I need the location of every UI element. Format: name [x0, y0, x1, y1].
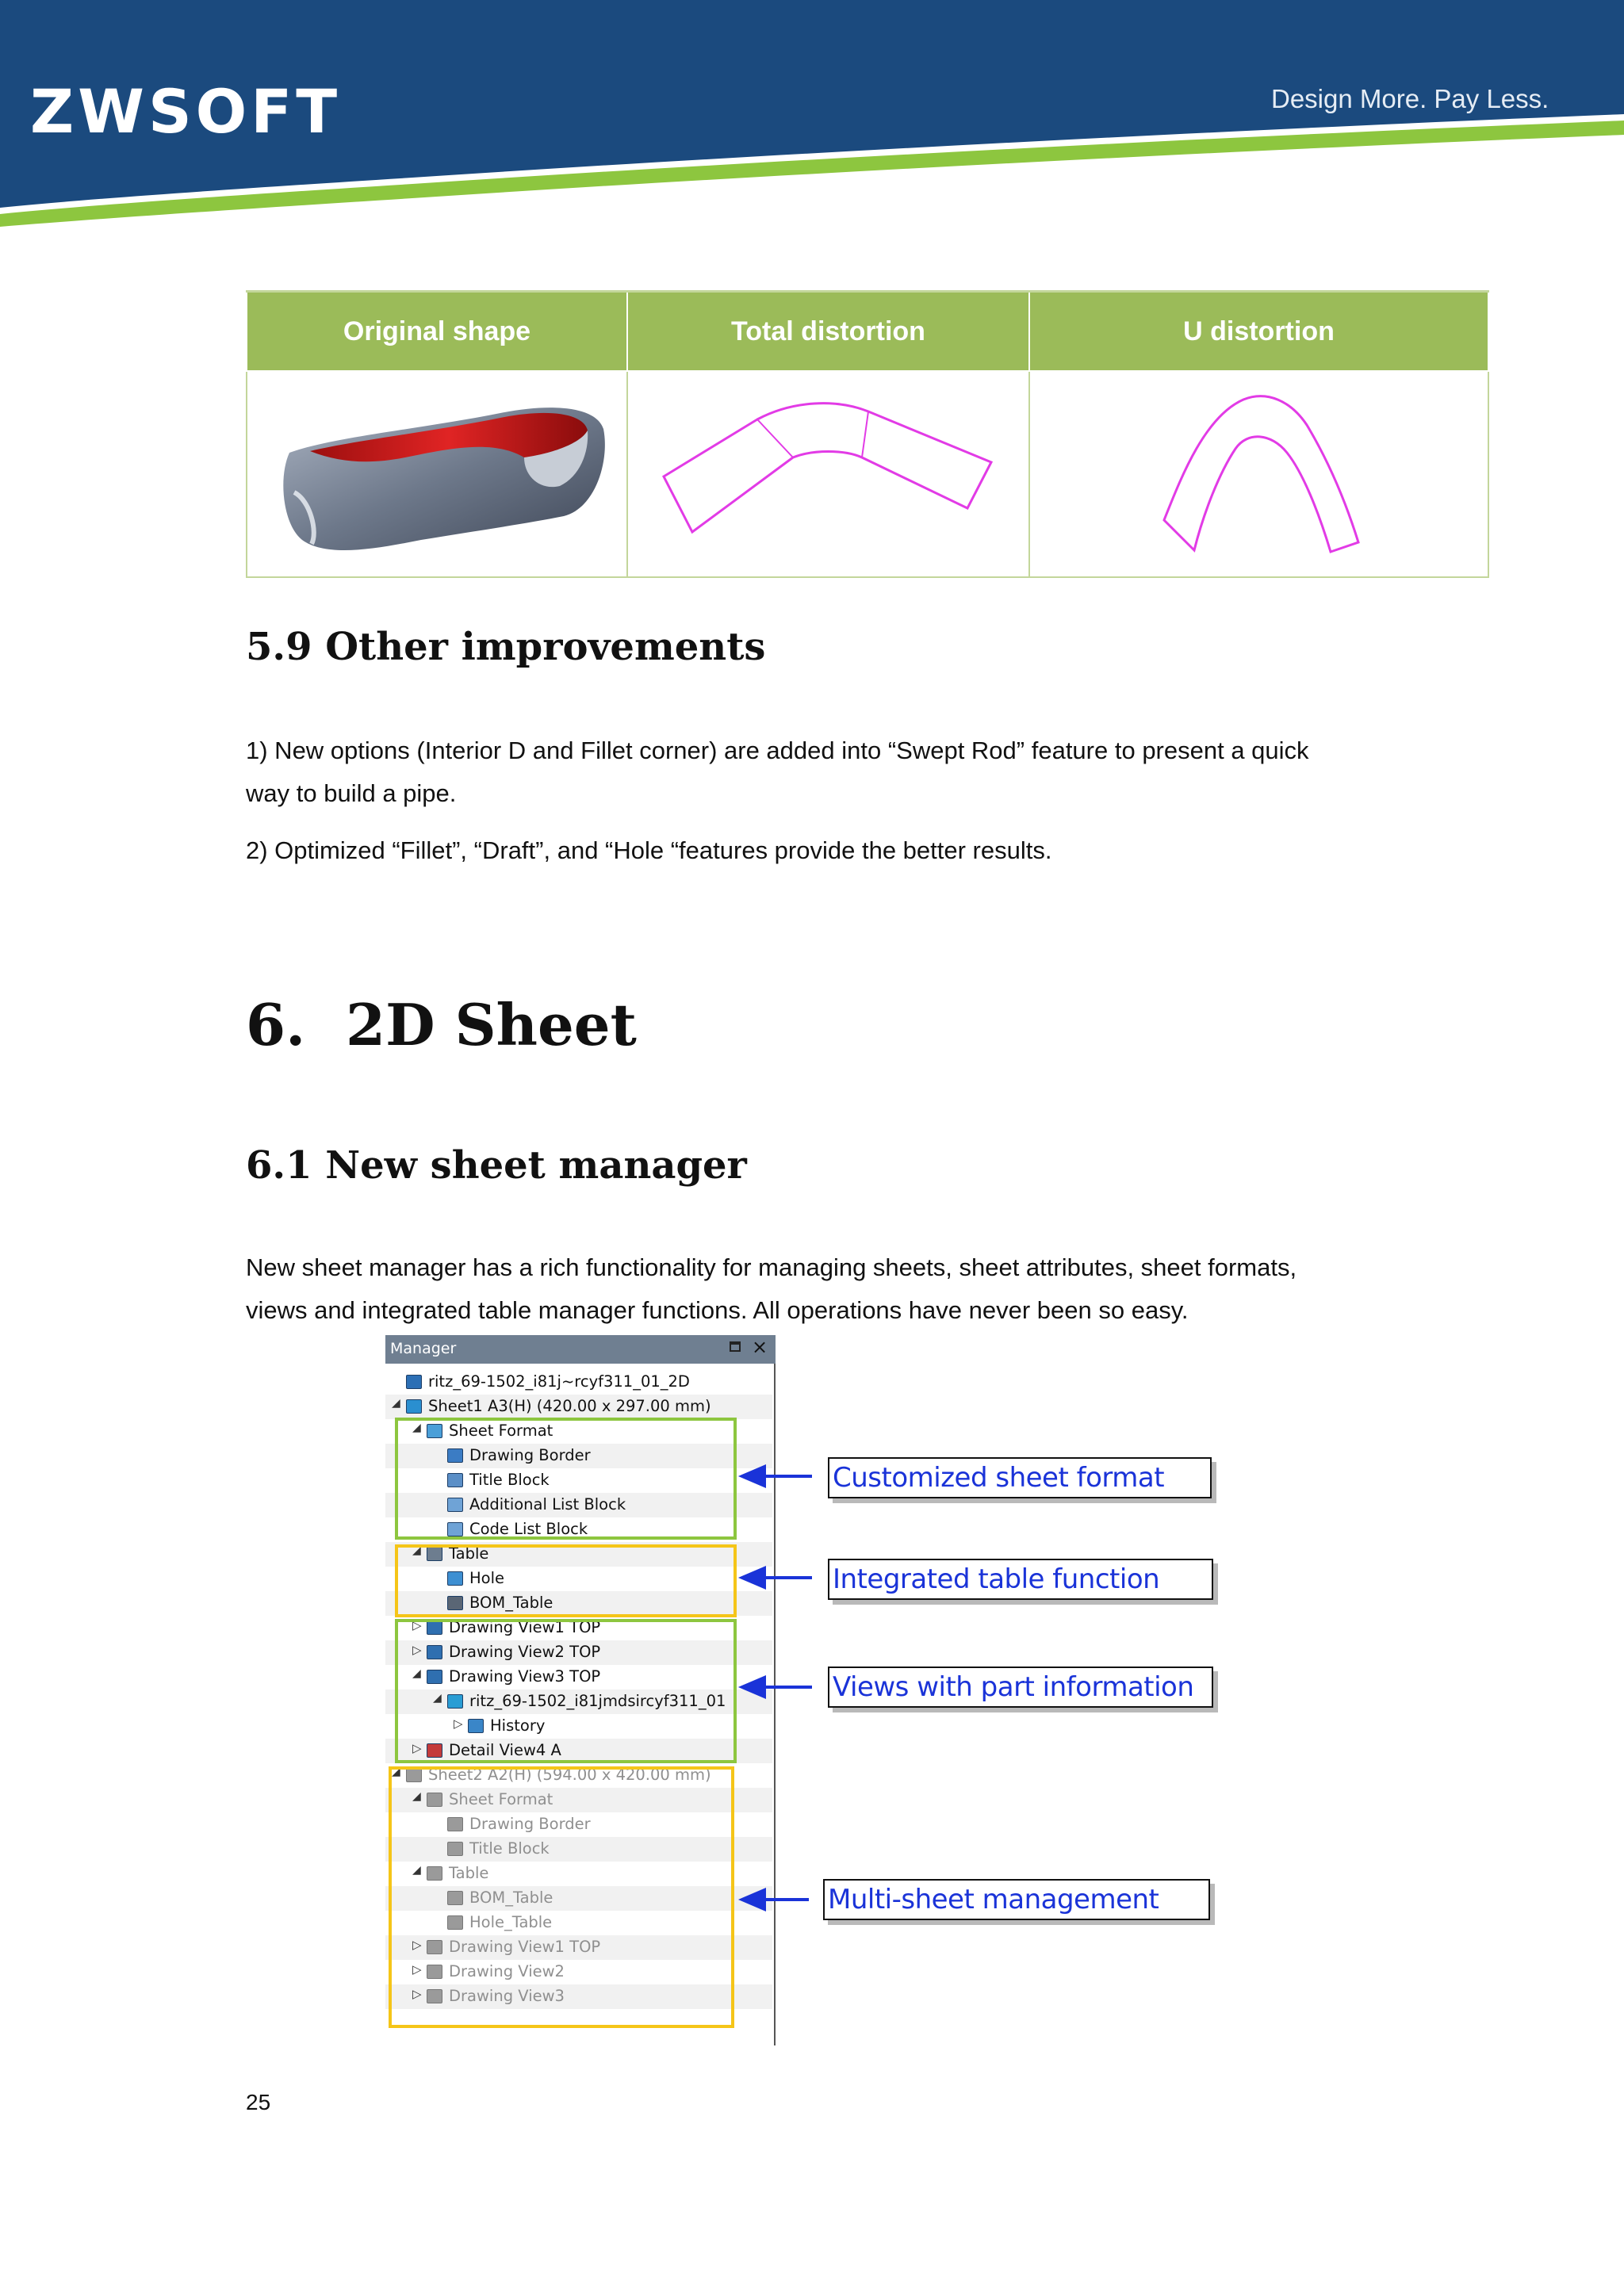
tree-row-label: History: [490, 1716, 546, 1735]
tree-row-label: Drawing View1 TOP: [449, 1618, 601, 1636]
tree-row-label: Sheet Format: [449, 1790, 553, 1808]
heading-6-title: 2D Sheet: [346, 991, 637, 1058]
header-original-shape: Original shape: [247, 292, 627, 372]
tree-row-label: Title Block: [469, 1839, 550, 1858]
tree-expand-icon[interactable]: ▷: [412, 1962, 422, 1976]
header-u-distortion: U distortion: [1029, 292, 1488, 372]
tree-row-label: Hole_Table: [469, 1913, 553, 1931]
tree-expand-icon[interactable]: ▷: [412, 1938, 422, 1952]
tree-collapse-icon[interactable]: ◢: [412, 1667, 421, 1680]
tree-row-label: Drawing View2 TOP: [449, 1643, 601, 1661]
tree-row-label: Drawing Border: [469, 1446, 591, 1464]
restore-icon[interactable]: [730, 1341, 741, 1352]
callout-views-part-information: [828, 1667, 1213, 1708]
tagline: Design More. Pay Less.: [1271, 84, 1549, 113]
total-distortion-cell: [627, 371, 1029, 577]
distortion-comparison-table: [246, 290, 1489, 578]
callout-views-part-information-text: Views with part information: [833, 1671, 1194, 1703]
table-image-row: [247, 371, 1488, 577]
tree-row-label: Additional List Block: [469, 1495, 626, 1513]
tree-row-label: Sheet2 A2(H) (594.00 x 420.00 mm): [428, 1766, 711, 1784]
original-shape-image: [262, 381, 611, 564]
tree-expand-icon[interactable]: ▷: [412, 1987, 422, 2001]
tree-expand-icon[interactable]: ▷: [412, 1643, 422, 1657]
tree-expand-icon[interactable]: ▷: [412, 1618, 422, 1632]
manager-title: Manager: [390, 1340, 457, 1357]
tree-row[interactable]: [385, 1370, 772, 1395]
heading-6-2d-sheet: [246, 991, 637, 1058]
tree-row-label: ritz_69-1502_i81j~rcyf311_01_2D: [428, 1372, 690, 1391]
tree-row-label: Table: [449, 1544, 489, 1563]
paragraph-swept-rod-line1: 1) New options (Interior D and Fillet corner) are added into “Swept Rod” feature to present a quick: [246, 737, 1309, 764]
header-total-distortion: Total distortion: [627, 292, 1029, 372]
close-icon[interactable]: ×: [752, 1336, 768, 1358]
callout-multi-sheet-management: [823, 1879, 1210, 1920]
tree-row-label: Hole: [469, 1569, 505, 1587]
callout-customized-sheet-format: [828, 1457, 1212, 1498]
sheet-format-highlight-box: [395, 1418, 737, 1540]
zwsoft-logo: ZWSOFT: [30, 76, 342, 147]
sheet-icon: [406, 1399, 422, 1414]
manager-titlebar: [385, 1335, 776, 1364]
tree-collapse-icon[interactable]: ◢: [412, 1864, 421, 1877]
original-shape-cell: [247, 371, 627, 577]
tree-collapse-icon[interactable]: ◢: [392, 1397, 400, 1410]
total-distortion-outline: [654, 397, 1003, 548]
tree-row-label: ritz_69-1502_i81jmdsircyf311_01: [469, 1692, 726, 1710]
table-highlight-box: [395, 1544, 737, 1617]
tree-row-label: Sheet Format: [449, 1422, 553, 1440]
callout-integrated-table-function: [828, 1559, 1213, 1600]
tree-row-label: Detail View4 A: [449, 1741, 561, 1759]
tree-row-label: Drawing View3 TOP: [449, 1667, 601, 1686]
paragraph-sheet-manager-line1: New sheet manager has a rich functionality for managing sheets, sheet attributes, sheet formats,: [246, 1253, 1297, 1281]
tree-expand-icon[interactable]: ▷: [412, 1741, 422, 1755]
tree-row-label: BOM_Table: [469, 1888, 553, 1907]
tree-row-label: Code List Block: [469, 1520, 588, 1538]
paragraph-sheet-manager-line2: views and integrated table manager functions. All operations have never been so easy.: [246, 1296, 1189, 1324]
table-header-row: [247, 292, 1488, 372]
multi-sheet-highlight-box: [389, 1766, 734, 2028]
callout-multi-sheet-management-text: Multi-sheet management: [828, 1884, 1159, 1915]
paragraph-sheet-manager: [246, 1246, 1404, 1332]
tree-expand-icon[interactable]: ▷: [454, 1716, 463, 1731]
part-doc-icon: [406, 1375, 422, 1389]
tree-row-label: BOM_Table: [469, 1594, 553, 1612]
u-distortion-cell: [1029, 371, 1488, 577]
page-number: 25: [246, 2090, 271, 2114]
tree-row-label: Sheet1 A3(H) (420.00 x 297.00 mm): [428, 1397, 711, 1415]
paragraph-fillet-draft-hole: 2) Optimized “Fillet”, “Draft”, and “Hole “features provide the better results.: [246, 836, 1052, 864]
tree-row[interactable]: [385, 1395, 772, 1419]
tree-collapse-icon[interactable]: ◢: [412, 1544, 421, 1557]
header-banner: [0, 0, 1624, 246]
tree-row-label: Drawing View2: [449, 1962, 565, 1980]
tree-row-label: Table: [449, 1864, 489, 1882]
callout-customized-sheet-format-text: Customized sheet format: [833, 1462, 1165, 1494]
heading-6-number: 6.: [246, 991, 306, 1058]
tree-row-label: Drawing Border: [469, 1815, 591, 1833]
u-distortion-outline: [1148, 385, 1370, 560]
tree-collapse-icon[interactable]: ◢: [433, 1692, 442, 1705]
tree-collapse-icon[interactable]: ◢: [412, 1790, 421, 1803]
tree-row-label: Title Block: [469, 1471, 550, 1489]
paragraph-swept-rod-line2: way to build a pipe.: [246, 779, 457, 807]
heading-6-1: 6.1 New sheet manager: [246, 1143, 747, 1188]
scrollbar-edge: [774, 1364, 776, 2045]
tree-collapse-icon[interactable]: ◢: [392, 1766, 400, 1778]
tree-row-label: Drawing View3: [449, 1987, 565, 2005]
callout-integrated-table-function-text: Integrated table function: [833, 1563, 1160, 1595]
views-highlight-box: [395, 1619, 737, 1763]
paragraph-swept-rod: [246, 729, 1404, 815]
tree-collapse-icon[interactable]: ◢: [412, 1422, 421, 1434]
heading-5-9: 5.9 Other improvements: [246, 625, 766, 669]
tree-row-label: Drawing View1 TOP: [449, 1938, 601, 1956]
